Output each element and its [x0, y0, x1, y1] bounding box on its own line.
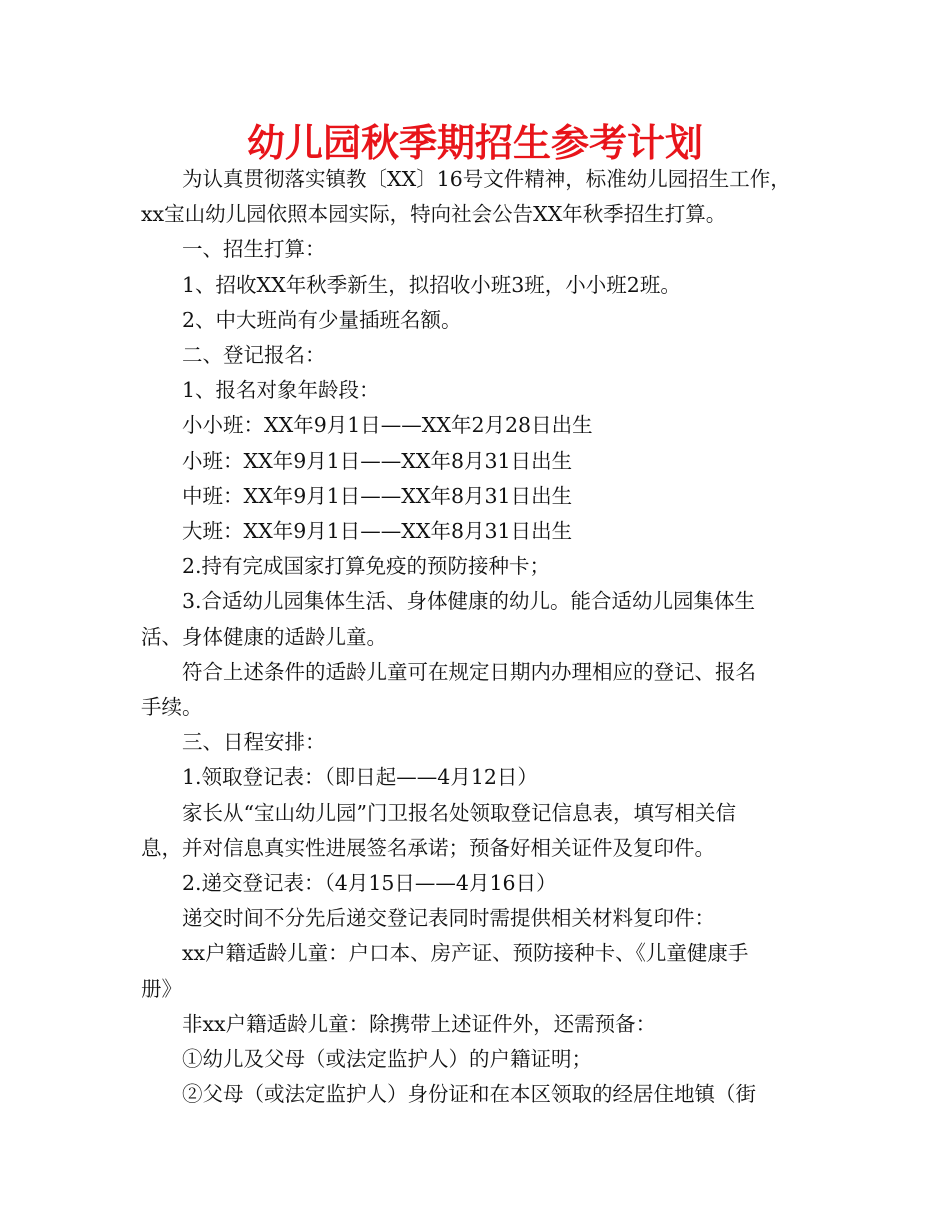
text-line: 手续。 [141, 695, 203, 720]
paragraph-item: 2.持有完成国家打算免疫的预防接种卡； [182, 554, 551, 579]
age-range-line: 中班：XX年9月1日——XX年8月31日出生 [182, 483, 573, 508]
text-line: xx户籍适龄儿童：户口本、房产证、预防接种卡、《儿童健康手 [182, 941, 749, 966]
paragraph-item: ①幼儿及父母（或法定监护人）的户籍证明； [182, 1047, 592, 1072]
age-range-line: 小班：XX年9月1日——XX年8月31日出生 [182, 448, 573, 473]
paragraph-item: 2、中大班尚有少量插班名额。 [182, 307, 462, 332]
paragraph-item [141, 584, 811, 654]
paragraph-item: ②父母（或法定监护人）身份证和在本区领取的经居住地镇（街 [182, 1082, 756, 1107]
paragraph-item: 2.递交登记表：（4月15日——4月16日） [182, 871, 557, 896]
document-body [141, 162, 811, 1112]
text-line: 3.合适幼儿园集体生活、身体健康的幼儿。能合适幼儿园集体生 [182, 589, 756, 614]
text-line: 册》 [141, 976, 182, 1001]
age-range-line: 大班：XX年9月1日——XX年8月31日出生 [182, 519, 573, 544]
paragraph-item: 非xx户籍适龄儿童：除携带上述证件外，还需预备： [182, 1011, 657, 1036]
text-line: 符合上述条件的适龄儿童可在规定日期内办理相应的登记、报名 [182, 659, 756, 684]
section-heading-registration: 二、登记报名： [182, 343, 326, 368]
text-line: xx宝山幼儿园依照本园实际，特向社会公告XX年秋季招生打算。 [141, 202, 727, 227]
document-title: 幼儿园秋季期招生参考计划 [246, 121, 703, 165]
paragraph-item [141, 655, 811, 725]
paragraph-item: 递交时间不分先后递交登记表同时需提供相关材料复印件： [182, 906, 715, 931]
paragraph-item: 1.领取登记表：（即日起——4月12日） [182, 765, 538, 790]
text-line: 息，并对信息真实性进展签名承诺；预备好相关证件及复印件。 [141, 835, 715, 860]
text-line: 家长从“宝山幼儿园”门卫报名处领取登记信息表，填写相关信 [182, 800, 736, 825]
text-line: 为认真贯彻落实镇教〔XX〕16号文件精神，标准幼儿园招生工作， [182, 167, 791, 191]
text-line: 活、身体健康的适龄儿童。 [141, 624, 387, 649]
paragraph-item: 1、报名对象年龄段： [182, 378, 380, 403]
paragraph-item [141, 936, 811, 1006]
paragraph-item [141, 796, 811, 866]
section-heading-schedule: 三、日程安排： [182, 730, 326, 755]
section-heading-plan: 一、招生打算： [182, 237, 326, 262]
paragraph-intro [141, 162, 811, 232]
age-range-line: 小小班：XX年9月1日——XX年2月28日出生 [182, 413, 593, 438]
paragraph-item: 1、招收XX年秋季新生，拟招收小班3班，小小班2班。 [182, 272, 681, 297]
